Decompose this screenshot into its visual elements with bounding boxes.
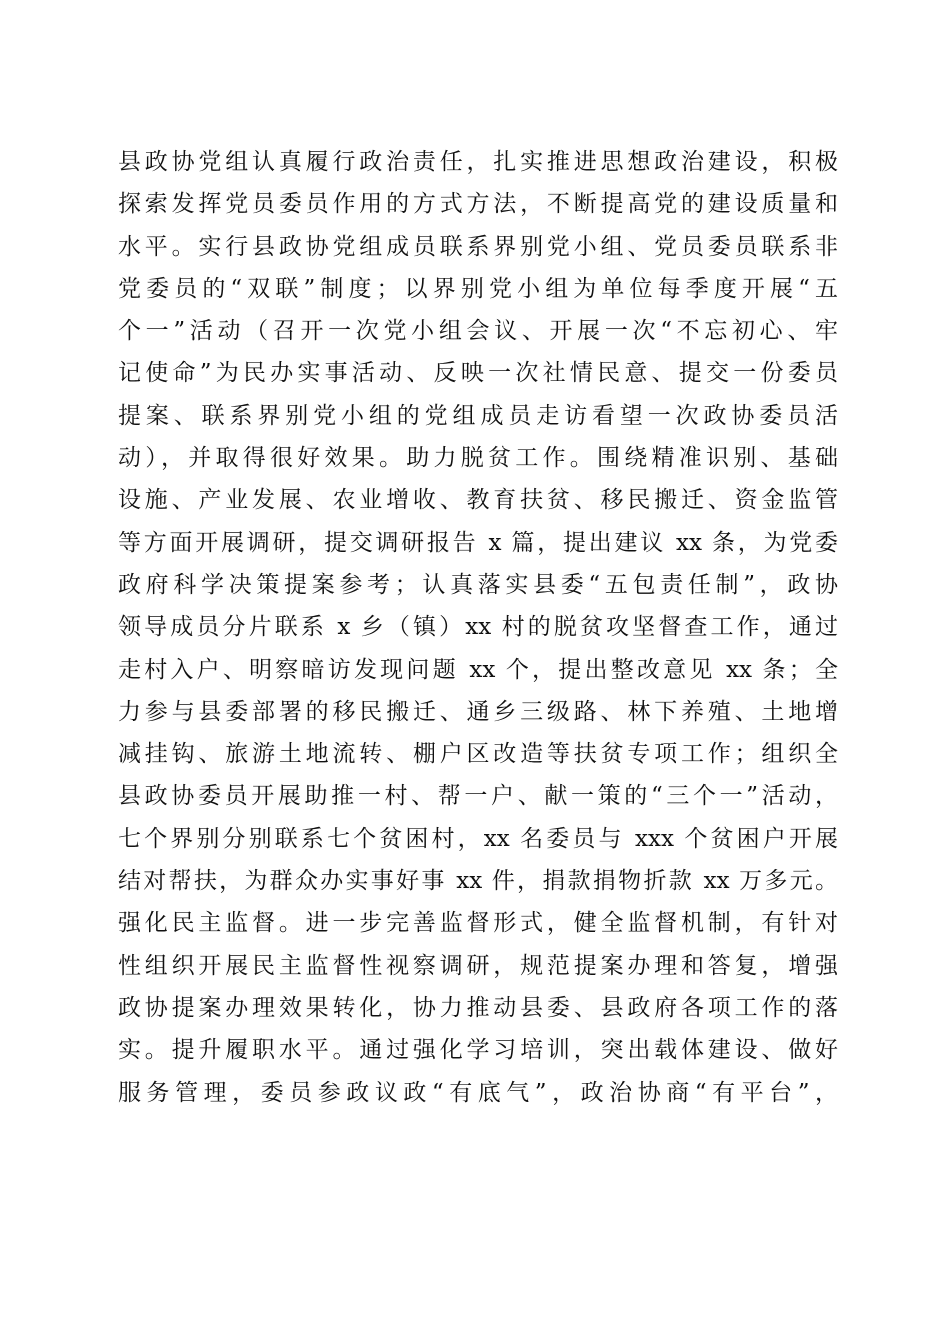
text-line-4: 党委员的“双联”制度；以界别党小组为单位每季度开展“五 (118, 275, 838, 302)
text-line-6: 记使命”为民办实事活动、反映一次社情民意、提交一份委员 (118, 360, 838, 387)
text-line-16: 县政协委员开展助推一村、帮一户、献一策的“三个一”活动， (118, 783, 838, 810)
text-line-23: 服务管理，委员参政议政“有底气”，政治协商“有平台”， (118, 1079, 838, 1106)
text-line-9: 设施、产业发展、农业增收、教育扶贫、移民搬迁、资金监管 (118, 487, 838, 514)
body-paragraph (118, 141, 838, 1114)
text-line-7: 提案、联系界别党小组的党组成员走访看望一次政协委员活 (118, 402, 838, 429)
text-line-12: 领导成员分片联系 x 乡（镇）xx 村的脱贫攻坚督查工作，通过 (118, 614, 838, 641)
text-line-13: 走村入户、明察暗访发现问题 xx 个，提出整改意见 xx 条；全 (118, 656, 838, 683)
text-line-10: 等方面开展调研，提交调研报告 x 篇，提出建议 xx 条，为党委 (118, 529, 838, 556)
text-line-19: 强化民主监督。进一步完善监督形式，健全监督机制，有针对 (118, 910, 838, 937)
text-line-18: 结对帮扶，为群众办实事好事 xx 件，捐款捐物折款 xx 万多元。 (118, 868, 838, 895)
text-line-1: 县政协党组认真履行政治责任，扎实推进思想政治建设，积极 (118, 149, 838, 175)
text-line-5: 个一”活动（召开一次党小组会议、开展一次“不忘初心、牢 (118, 318, 838, 345)
text-line-22: 实。提升履职水平。通过强化学习培训，突出载体建设、做好 (118, 1037, 838, 1064)
text-line-17: 七个界别分别联系七个贫困村，xx 名委员与 xxx 个贫困户开展 (118, 825, 838, 852)
text-line-21: 政协提案办理效果转化，协力推动县委、县政府各项工作的落 (118, 994, 838, 1021)
text-line-14: 力参与县委部署的移民搬迁、通乡三级路、林下养殖、土地增 (118, 698, 838, 725)
text-line-20: 性组织开展民主监督性视察调研，规范提案办理和答复，增强 (118, 952, 838, 979)
text-line-3: 水平。实行县政协党组成员联系界别党小组、党员委员联系非 (118, 233, 838, 260)
text-line-2: 探索发挥党员委员作用的方式方法，不断提高党的建设质量和 (118, 191, 838, 218)
text-line-11: 政府科学决策提案参考；认真落实县委“五包责任制”，政协 (118, 571, 838, 598)
text-line-15: 减挂钩、旅游土地流转、棚户区改造等扶贫专项工作；组织全 (118, 741, 838, 768)
text-line-8: 动），并取得很好效果。助力脱贫工作。围绕精准识别、基础 (118, 445, 838, 472)
